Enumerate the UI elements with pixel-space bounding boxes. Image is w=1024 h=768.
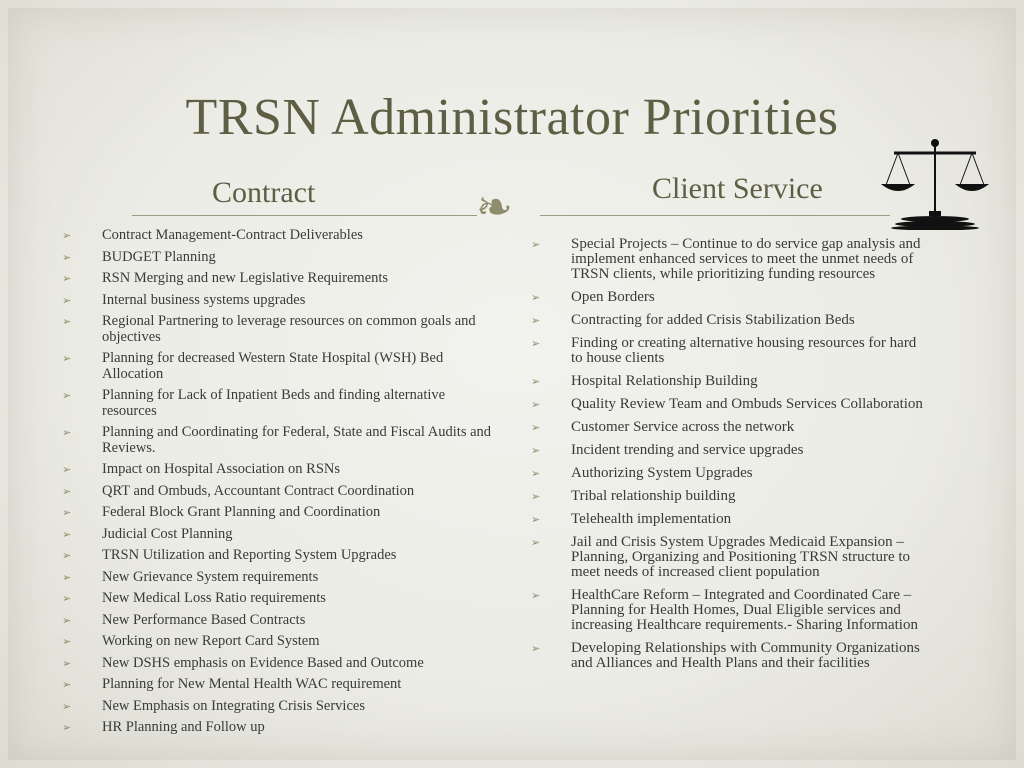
list-item <box>531 237 931 282</box>
bullet-arrow-icon: ➢ <box>62 656 72 670</box>
list-item-text: TRSN Utilization and Reporting System Upgrades <box>102 547 397 563</box>
list-item <box>62 314 502 345</box>
bullet-arrow-icon: ➢ <box>62 527 72 541</box>
list-item-text: New DSHS emphasis on Evidence Based and Outcome <box>102 654 424 671</box>
list-item-text: Special Projects – Continue to do service gap analysis and implement enhanced services to meet the unmet needs of TRSN clients, while prioritizing funding resources <box>571 236 921 282</box>
list-item <box>531 290 931 305</box>
list-item <box>62 425 502 456</box>
list-item-text: Incident trending and service upgrades <box>571 442 804 458</box>
list-item-text: Regional Partnering to leverage resources on common goals and objectives <box>102 313 476 345</box>
bullet-arrow-icon: ➢ <box>531 337 541 350</box>
bullet-arrow-icon: ➢ <box>62 721 72 734</box>
list-item <box>531 420 931 435</box>
list-item-text: Planning for decreased Western State Hospital (WSH) Bed Allocation <box>102 350 444 382</box>
list-item-text: RSN Merging and new Legislative Requirements <box>102 270 389 286</box>
bullet-arrow-icon: ➢ <box>531 536 541 549</box>
list-item-text: HR Planning and Follow up <box>102 719 265 735</box>
client-service-heading: Client Service <box>652 172 823 205</box>
list-item-text: BUDGET Planning <box>102 248 216 265</box>
bullet-arrow-icon: ➢ <box>62 678 72 691</box>
bullet-arrow-icon: ➢ <box>531 490 541 503</box>
list-item-text: New Performance Based Contracts <box>102 611 306 628</box>
list-item-text: Contract Management-Contract Deliverables <box>102 227 363 243</box>
list-item <box>531 588 931 633</box>
list-item <box>531 512 931 527</box>
list-item <box>531 443 931 458</box>
list-item <box>531 535 931 580</box>
list-item <box>531 313 931 328</box>
left-divider <box>132 215 477 216</box>
bullet-arrow-icon: ➢ <box>62 635 72 648</box>
fleuron-icon: ❧ <box>476 182 513 233</box>
bullet-arrow-icon: ➢ <box>62 506 72 519</box>
client-service-list <box>531 237 931 679</box>
list-item-text: Planning and Coordinating for Federal, State and Fiscal Audits and Reviews. <box>102 424 492 456</box>
list-item <box>62 591 502 607</box>
list-item <box>531 336 931 366</box>
list-item <box>62 656 502 672</box>
bullet-arrow-icon: ➢ <box>62 613 72 627</box>
bullet-arrow-icon: ➢ <box>62 426 72 439</box>
list-item <box>62 699 502 715</box>
list-item-text: Impact on Hospital Association on RSNs <box>102 461 341 477</box>
list-item <box>62 548 502 564</box>
list-item-text: Telehealth implementation <box>571 511 732 527</box>
bullet-arrow-icon: ➢ <box>62 549 72 562</box>
list-item <box>62 484 502 500</box>
bullet-arrow-icon: ➢ <box>531 513 541 526</box>
bullet-arrow-icon: ➢ <box>531 589 541 602</box>
bullet-arrow-icon: ➢ <box>62 570 72 584</box>
list-item <box>62 527 502 543</box>
list-item-text: Planning for New Mental Health WAC requirement <box>102 676 402 692</box>
list-item-text: Customer Service across the network <box>571 419 795 435</box>
bullet-arrow-icon: ➢ <box>62 229 72 242</box>
list-item <box>62 351 502 382</box>
bullet-arrow-icon: ➢ <box>531 375 541 388</box>
list-item-text: Tribal relationship building <box>571 488 736 504</box>
list-item-text: Working on new Report Card System <box>102 633 320 649</box>
list-item <box>62 570 502 586</box>
bullet-arrow-icon: ➢ <box>62 463 72 476</box>
bullet-arrow-icon: ➢ <box>531 467 541 480</box>
bullet-arrow-icon: ➢ <box>531 238 541 251</box>
bullet-arrow-icon: ➢ <box>62 699 72 713</box>
list-item <box>62 720 502 736</box>
list-item-text: HealthCare Reform – Integrated and Coordinated Care – Planning for Health Homes, Dual Eligible services and increasing Healthcare requirements.- Sharing Information <box>571 587 918 633</box>
list-item <box>62 505 502 521</box>
list-item <box>531 641 931 671</box>
list-item-text: Finding or creating alternative housing resources for hard to house clients <box>571 335 917 366</box>
bullet-arrow-icon: ➢ <box>62 272 72 285</box>
list-item-text: Federal Block Grant Planning and Coordination <box>102 504 381 520</box>
list-item <box>531 466 931 481</box>
list-item <box>62 388 502 419</box>
list-item-text: Hospital Relationship Building <box>571 373 758 389</box>
bullet-arrow-icon: ➢ <box>62 250 72 264</box>
list-item-text: New Grievance System requirements <box>102 568 319 585</box>
list-item-text: QRT and Ombuds, Accountant Contract Coordination <box>102 482 415 499</box>
bullet-arrow-icon: ➢ <box>531 444 541 457</box>
list-item-text: Developing Relationships with Community Organizations and Alliances and Health Plans and their facilities <box>571 640 920 671</box>
bullet-arrow-icon: ➢ <box>62 315 72 328</box>
list-item <box>62 250 502 266</box>
list-item <box>62 271 502 287</box>
list-item-text: Contracting for added Crisis Stabilization Beds <box>571 312 855 328</box>
bullet-arrow-icon: ➢ <box>62 352 72 365</box>
list-item <box>62 613 502 629</box>
list-item <box>62 462 502 478</box>
list-item-text: Authorizing System Upgrades <box>571 465 753 481</box>
bullet-arrow-icon: ➢ <box>531 314 541 327</box>
bullet-arrow-icon: ➢ <box>531 398 541 411</box>
list-item <box>62 228 502 244</box>
list-item-text: Open Borders <box>571 289 655 305</box>
bullet-arrow-icon: ➢ <box>531 642 541 655</box>
scales-of-justice-icon <box>880 135 990 230</box>
bullet-arrow-icon: ➢ <box>62 389 72 402</box>
list-item <box>62 677 502 693</box>
list-item-text: Quality Review Team and Ombuds Services Collaboration <box>571 396 923 412</box>
list-item-text: Internal business systems upgrades <box>102 291 306 308</box>
list-item-text: Judicial Cost Planning <box>102 525 233 542</box>
bullet-arrow-icon: ➢ <box>62 592 72 605</box>
list-item-text: New Emphasis on Integrating Crisis Services <box>102 697 365 714</box>
bullet-arrow-icon: ➢ <box>531 421 541 434</box>
right-divider <box>540 215 890 216</box>
contract-heading: Contract <box>212 176 316 209</box>
list-item-text: Jail and Crisis System Upgrades Medicaid Expansion – Planning, Organizing and Positioning TRSN structure to meet needs of increased client population <box>571 534 911 580</box>
list-item <box>62 293 502 309</box>
list-item <box>531 489 931 504</box>
list-item <box>62 634 502 650</box>
list-item-text: Planning for Lack of Inpatient Beds and finding alternative resources <box>102 387 446 419</box>
contract-list <box>62 228 502 742</box>
list-item-text: New Medical Loss Ratio requirements <box>102 590 326 606</box>
bullet-arrow-icon: ➢ <box>531 291 541 304</box>
bullet-arrow-icon: ➢ <box>62 484 72 498</box>
list-item <box>531 397 931 412</box>
bullet-arrow-icon: ➢ <box>62 293 72 307</box>
slide-title: TRSN Administrator Priorities <box>185 89 839 146</box>
list-item <box>531 374 931 389</box>
